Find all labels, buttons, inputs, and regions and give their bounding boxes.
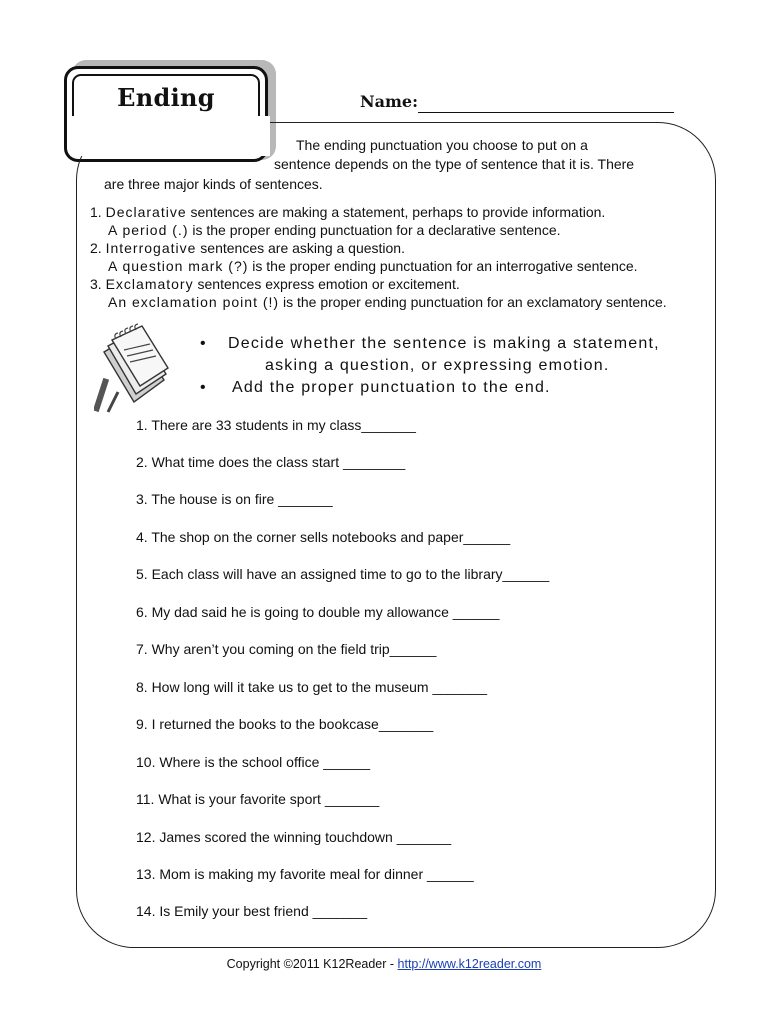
rule-number: 1. [90,204,102,220]
rule-3 [90,275,710,293]
rule-1 [90,203,710,221]
name-field[interactable] [418,112,674,113]
rule-2 [90,239,710,257]
rule-punctuation: An exclamation point (!) [108,294,280,310]
bullet-dot: • [200,379,207,396]
instruction-1 [196,333,716,355]
rule-term: Interrogative [105,240,197,256]
intro-line-3: are three major kinds of sentences. [104,176,323,192]
question-item: 6. My dad said he is going to double my allowance ______ [136,604,500,620]
rule-term: Declarative [105,204,187,220]
question-item: 1. There are 33 students in my class_______ [136,417,416,433]
title-line-1: Ending [117,83,215,112]
rule-1-detail [90,221,710,239]
rule-term: Exclamatory [105,276,194,292]
footer-link[interactable]: http://www.k12reader.com [397,957,542,971]
bullet-dot: • [200,335,207,352]
question-item: 4. The shop on the corner sells notebooks and paper______ [136,529,511,545]
rule-number: 2. [90,240,102,256]
instruction-1-line-1: Decide whether the sentence is making a statement, [228,335,660,352]
rule-text: sentences are making a statement, perhaps to provide information. [186,204,606,220]
rule-detail-text: is the proper ending punctuation for a declarative sentence. [188,222,561,238]
footer [0,957,768,971]
question-item: 11. What is your favorite sport _______ [136,791,380,807]
instruction-1-line-2: asking a question, or expressing emotion. [265,357,610,374]
rule-2-detail [90,257,710,275]
question-item: 5. Each class will have an assigned time to go to the library______ [136,566,550,582]
notepad-icon [94,322,170,414]
copyright-text: Copyright ©2011 K12Reader - [226,957,398,971]
question-item: 9. I returned the books to the bookcase_______ [136,716,434,732]
rule-punctuation: A question mark (?) [108,258,249,274]
rule-number: 3. [90,276,102,292]
question-item: 2. What time does the class start ________ [136,454,406,470]
instruction-2 [196,377,716,399]
question-item: 14. Is Emily your best friend _______ [136,903,368,919]
intro-line-2: sentence depends on the type of sentence that it is. There [274,156,635,172]
name-label: Name: [360,92,419,111]
instruction-2-text: Add the proper punctuation to the end. [232,379,551,396]
intro-line-1: The ending punctuation you choose to put on a [296,137,588,153]
rule-text: sentences are asking a question. [196,240,405,256]
question-item: 10. Where is the school office ______ [136,754,371,770]
rule-3-detail [90,293,710,311]
question-item: 3. The house is on fire _______ [136,491,333,507]
frame-gap [70,116,270,156]
rule-text: sentences express emotion or excitement. [193,276,460,292]
rule-detail-text: is the proper ending punctuation for an interrogative sentence. [248,258,638,274]
instructions [196,333,716,399]
question-item: 7. Why aren’t you coming on the field trip______ [136,641,437,657]
question-item: 8. How long will it take us to get to the museum _______ [136,679,487,695]
question-item: 13. Mom is making my favorite meal for dinner ______ [136,866,474,882]
instruction-1-continuation [196,355,716,377]
question-item: 12. James scored the winning touchdown _______ [136,829,452,845]
rule-punctuation: A period (.) [108,222,189,238]
rules-list [90,203,710,311]
rule-detail-text: is the proper ending punctuation for an exclamatory sentence. [279,294,667,310]
